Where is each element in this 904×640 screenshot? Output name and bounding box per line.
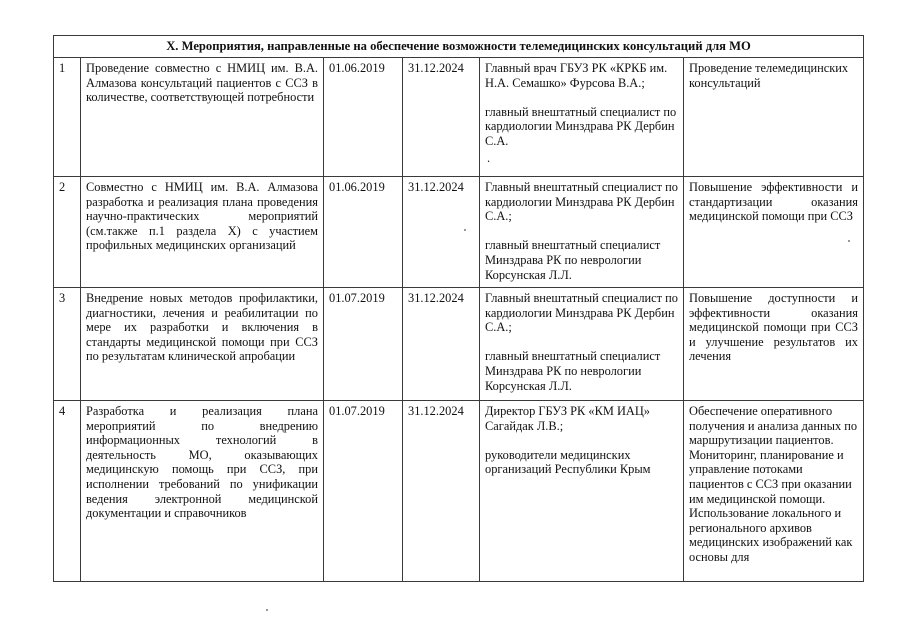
end-date: 31.12.2024 [403, 288, 480, 401]
end-date: 31.12.2024 [403, 177, 480, 288]
row-number: 4 [54, 401, 81, 582]
action-cell [81, 177, 324, 288]
table-row [54, 401, 864, 582]
responsible-person: главный внештатный специалист Минздрава РК по неврологии Корсунская Л.Л. [485, 349, 661, 393]
responsible-person: главный внештатный специалист Минздрава РК по неврологии Корсунская Л.Л. [485, 238, 661, 282]
row-number: 2 [54, 177, 81, 288]
action-cell [81, 288, 324, 401]
action-text: Проведение совместно с НМИЦ им. В.А. Алмазова консультаций пациентов с ССЗ в количестве, соответствующей потребности [86, 61, 318, 105]
section-title: X. Мероприятия, направленные на обеспечение возможности телемедицинских консультаций для МО [54, 36, 864, 58]
result-cell [684, 288, 864, 401]
result-cell [684, 177, 864, 288]
responsible-person: Директор ГБУЗ РК «КМ ИАЦ» Сагайдак Л.В.; [485, 404, 650, 433]
table-row [54, 58, 864, 177]
action-text: Внедрение новых методов профилактики, диагностики, лечения и реабилитации по мере их разработки и включения в стандарты медицинской помощи при ССЗ по результатам клинической апробации [86, 291, 318, 364]
section-header-row [54, 36, 864, 58]
table-row [54, 288, 864, 401]
responsible-person: Главный врач ГБУЗ РК «КРКБ им. Н.А. Семашко» Фурсова В.А.; [485, 61, 668, 90]
start-date: 01.06.2019 [324, 177, 403, 288]
scan-speck [464, 229, 466, 231]
responsible-cell [480, 288, 684, 401]
start-date: 01.06.2019 [324, 58, 403, 177]
result-text: Повышение эффективности и стандартизации оказания медицинской помощи при ССЗ [689, 180, 859, 224]
end-date: 31.12.2024 [403, 58, 480, 177]
stray-mark: . [487, 150, 491, 165]
row-number: 3 [54, 288, 81, 401]
action-text: Совместно с НМИЦ им. В.А. Алмазова разработка и реализация плана проведения научно-практических мероприятий (см.также п.1 раздела X) с участием профильных медицинских организаций [86, 180, 318, 253]
start-date: 01.07.2019 [324, 401, 403, 582]
responsible-person: главный внештатный специалист по кардиологии Минздрава РК Дербин С.А. [485, 104, 677, 148]
responsible-person: Главный внештатный специалист по кардиологии Минздрава РК Дербин С.А.; [485, 291, 678, 335]
scan-speck [266, 609, 268, 611]
table-row [54, 177, 864, 288]
end-date: 31.12.2024 [403, 401, 480, 582]
row-number: 1 [54, 58, 81, 177]
action-cell [81, 401, 324, 582]
responsible-cell [480, 177, 684, 288]
responsible-cell [480, 401, 684, 582]
action-text: Разработка и реализация плана мероприятий по внедрению информационных технологий в деятельность МО, оказывающих медицинскую помощь при ССЗ, при исполнении требований по унификации ведения электронной медицинской документации и справочников [86, 404, 318, 521]
result-cell: Обеспечение оперативного получения и анализа данных по маршрутизации пациентов. Мониторинг, планирование и управление потоками пациентов с ССЗ при оказании им медицинской помощи. Использование локального и регионального архивов медицинских изображений как основы для [684, 401, 864, 582]
responsible-person: руководители медицинских организаций Республики Крым [485, 447, 651, 477]
responsible-cell [480, 58, 684, 177]
start-date: 01.07.2019 [324, 288, 403, 401]
scan-speck [848, 240, 850, 242]
action-cell [81, 58, 324, 177]
responsible-person: Главный внештатный специалист по кардиологии Минздрава РК Дербин С.А.; [485, 180, 678, 224]
measures-table [53, 35, 864, 582]
result-text: Повышение доступности и эффективности оказания медицинской помощи при ССЗ и улучшение результатов их лечения [689, 291, 859, 364]
result-cell: Проведение телемедицинских консультаций [684, 58, 864, 177]
